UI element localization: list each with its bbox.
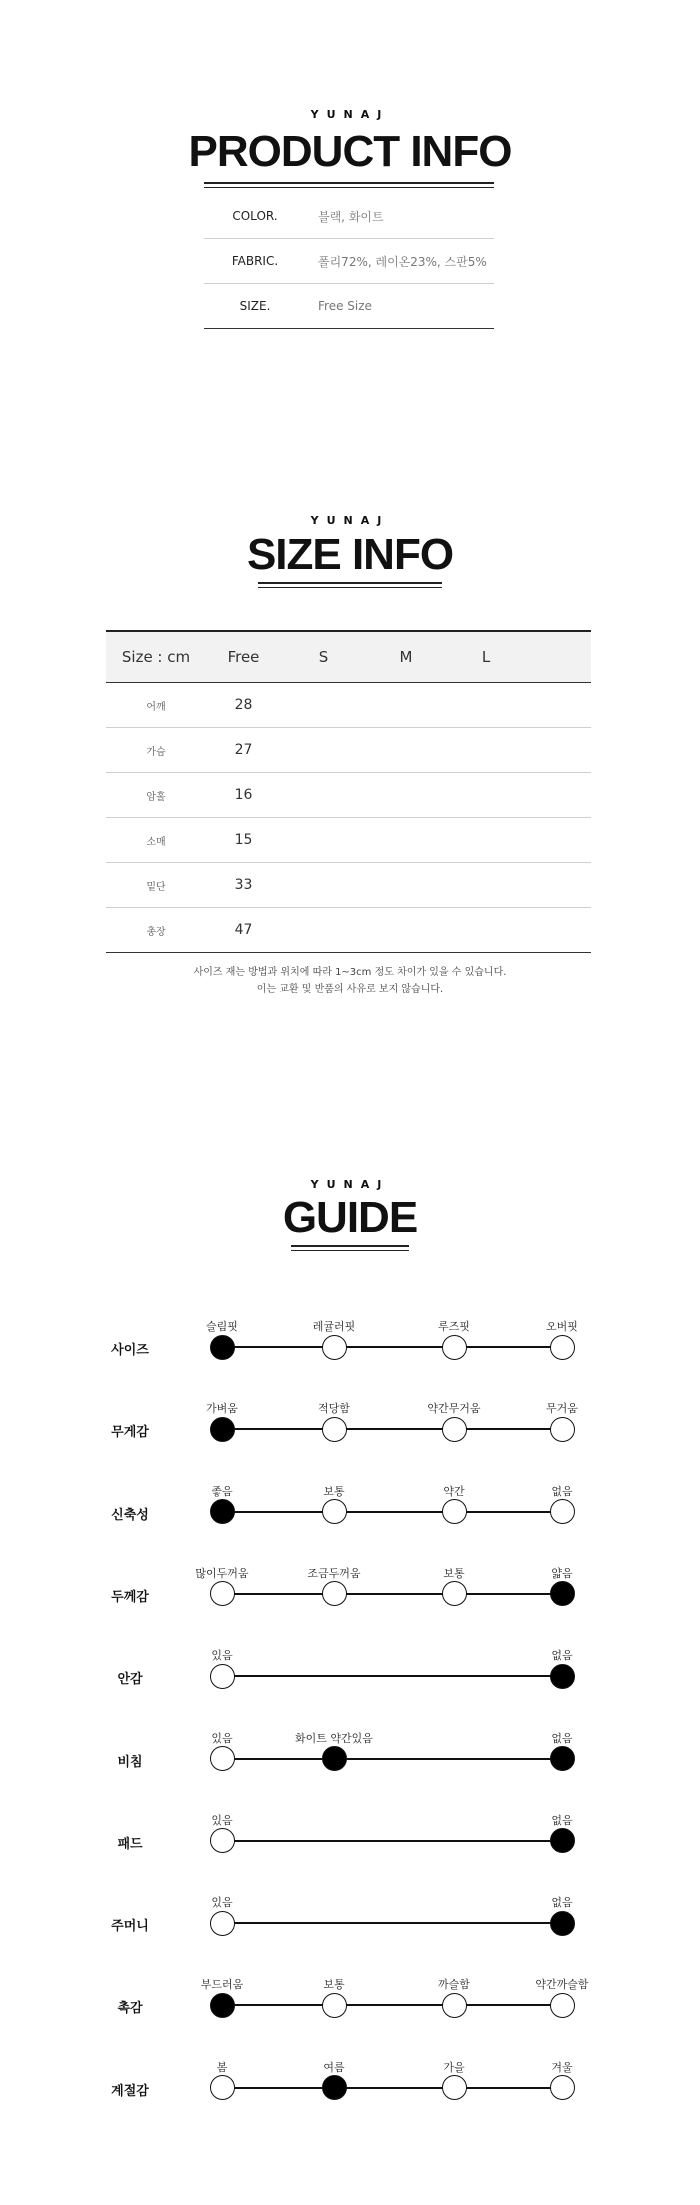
- brand-label: YUNAJ: [310, 514, 390, 527]
- guide-dot: [442, 1581, 467, 1606]
- row-label: 어깨: [146, 701, 166, 713]
- guide-dot-selected: [322, 1746, 347, 1771]
- table-cell: 15: [234, 832, 253, 848]
- table-cell: 27: [234, 742, 253, 758]
- guide-scale-line: [222, 1922, 562, 1924]
- guide-row-label: 주머니: [111, 1919, 149, 1935]
- guide-scale-line: [222, 1511, 562, 1513]
- row-label: 암홀: [146, 791, 166, 803]
- guide-option-label: 오버핏: [546, 1320, 578, 1333]
- guide-dot: [550, 1993, 575, 2018]
- guide-dot: [442, 2075, 467, 2100]
- table-cell: 16: [234, 787, 253, 803]
- guide-option-label: 없음: [551, 1731, 573, 1745]
- table-row: [106, 683, 591, 728]
- table-row: [106, 773, 591, 818]
- guide-row-label: 비침: [117, 1754, 143, 1770]
- guide-dot: [442, 1335, 467, 1360]
- product-info-key: FABRIC.: [231, 254, 279, 268]
- guide-dot: [210, 1828, 235, 1853]
- product-info-value: Free Size: [318, 299, 372, 313]
- guide-scale-line: [222, 1840, 562, 1842]
- product-info-value: 폴리72%, 레이온23%, 스판5%: [318, 254, 487, 269]
- guide-option-label: 좋음: [211, 1484, 233, 1498]
- header-cell: L: [481, 648, 491, 666]
- brand-label: YUNAJ: [310, 108, 390, 121]
- product-info-row: [204, 239, 494, 284]
- guide-scale-line: [222, 1346, 562, 1348]
- guide-dot: [550, 1499, 575, 1524]
- guide-dot-selected: [550, 1746, 575, 1771]
- product-info-row: [204, 194, 494, 239]
- guide-dot: [210, 1746, 235, 1771]
- table-row: [106, 728, 591, 773]
- table-cell: 33: [234, 877, 253, 893]
- header-cell: Size : cm: [121, 648, 191, 666]
- guide-dot: [442, 1993, 467, 2018]
- size-info-title: SIZE INFO: [246, 530, 454, 579]
- size-note: 사이즈 재는 방법과 위치에 따라 1~3cm 정도 차이가 있을 수 있습니다.: [193, 967, 507, 978]
- guide-dot-selected: [210, 1335, 235, 1360]
- guide-dot-selected: [550, 1828, 575, 1853]
- guide-dot: [550, 1417, 575, 1442]
- brand-label: YUNAJ: [310, 1178, 390, 1191]
- guide-option-label: 겨울: [551, 2060, 573, 2074]
- guide-scale-line: [222, 2004, 562, 2006]
- table-row: [106, 863, 591, 908]
- guide-option-label: 부드러움: [200, 1978, 244, 1992]
- guide-scale-line: [222, 2087, 562, 2089]
- guide-option-label: 보통: [323, 1978, 345, 1992]
- guide-row-label: 사이즈: [111, 1343, 149, 1358]
- guide-option-label: 적당함: [318, 1402, 350, 1416]
- guide-option-label: 루즈핏: [438, 1320, 470, 1333]
- guide-option-label: 화이트 약간있음: [295, 1731, 373, 1745]
- table-cell: 47: [234, 922, 253, 938]
- guide-dot-selected: [322, 2075, 347, 2100]
- guide-dot: [322, 1993, 347, 2018]
- guide-title: GUIDE: [282, 1193, 418, 1242]
- guide-dot-selected: [550, 1664, 575, 1689]
- guide-option-label: 없음: [551, 1484, 573, 1498]
- product-info-key: COLOR.: [232, 209, 278, 223]
- guide-dot: [322, 1335, 347, 1360]
- guide-dot: [210, 1581, 235, 1606]
- guide-row-label: 신축성: [111, 1507, 149, 1523]
- guide-scale-line: [222, 1593, 562, 1595]
- header-cell: M: [399, 648, 413, 666]
- guide-option-label: 까슬함: [438, 1978, 470, 1992]
- guide-row-label: 패드: [117, 1836, 143, 1852]
- row-label: 소매: [146, 836, 166, 848]
- title-underline: [204, 182, 494, 184]
- guide-dot: [210, 2075, 235, 2100]
- header-cell: Free: [227, 648, 260, 666]
- guide-row-label: 촉감: [117, 2001, 143, 2017]
- guide-dot-selected: [210, 1417, 235, 1442]
- guide-option-label: 무거움: [546, 1402, 578, 1416]
- table-cell: 28: [234, 697, 253, 713]
- guide-dot: [210, 1664, 235, 1689]
- guide-option-label: 슬림핏: [206, 1320, 238, 1333]
- guide-dot-selected: [210, 1499, 235, 1524]
- guide-dot: [550, 2075, 575, 2100]
- guide-scale-line: [222, 1758, 562, 1760]
- header-cell: S: [318, 648, 329, 666]
- row-label: 총장: [146, 926, 166, 938]
- guide-option-label: 약간무거움: [427, 1402, 481, 1416]
- guide-scale-line: [222, 1675, 562, 1677]
- guide-dot: [442, 1499, 467, 1524]
- guide-option-label: 있음: [211, 1731, 233, 1745]
- guide-option-label: 많이두꺼움: [195, 1566, 249, 1580]
- row-label: 가슴: [146, 746, 166, 758]
- guide-option-label: 있음: [211, 1649, 233, 1663]
- size-table: [106, 632, 591, 953]
- guide-option-label: 있음: [211, 1896, 233, 1910]
- table-row: [106, 908, 591, 953]
- guide-dot-selected: [210, 1993, 235, 2018]
- guide-option-label: 없음: [551, 1813, 573, 1827]
- guide-row-label: 안감: [117, 1672, 143, 1688]
- product-info-row: [204, 284, 494, 329]
- title-underline: [258, 582, 442, 584]
- guide-option-label: 없음: [551, 1649, 573, 1663]
- guide-option-label: 가벼움: [206, 1402, 238, 1416]
- guide-scale-line: [222, 1428, 562, 1430]
- table-row: [106, 818, 591, 863]
- guide-dot-selected: [550, 1911, 575, 1936]
- guide-row-label: 계절감: [111, 2083, 149, 2099]
- guide-option-label: 조금두꺼움: [307, 1566, 361, 1580]
- guide-option-label: 있음: [211, 1813, 233, 1827]
- guide-option-label: 레귤러핏: [312, 1320, 356, 1333]
- product-info-table: [204, 194, 494, 329]
- guide-option-label: 약간까슬함: [535, 1978, 589, 1992]
- guide-option-label: 얇음: [551, 1566, 573, 1580]
- guide-option-label: 없음: [551, 1896, 573, 1910]
- guide-dot: [322, 1499, 347, 1524]
- guide-dot: [322, 1581, 347, 1606]
- guide-dot: [550, 1335, 575, 1360]
- product-info-title: PRODUCT INFO: [188, 127, 512, 176]
- guide-dot: [442, 1417, 467, 1442]
- size-note: 이는 교환 및 반품의 사유로 보지 않습니다.: [256, 984, 444, 995]
- guide-option-label: 약간: [443, 1484, 465, 1498]
- guide-option-label: 봄: [216, 2060, 228, 2074]
- guide-option-label: 보통: [443, 1566, 465, 1580]
- guide-option-label: 여름: [323, 2060, 345, 2074]
- guide-row-label: 두께감: [111, 1589, 149, 1605]
- guide-dot: [322, 1417, 347, 1442]
- product-info-key: SIZE.: [239, 299, 271, 313]
- product-info-value: 블랙, 화이트: [318, 209, 384, 224]
- guide-dot: [210, 1911, 235, 1936]
- guide-dot-selected: [550, 1581, 575, 1606]
- row-label: 밑단: [146, 881, 166, 893]
- title-underline: [291, 1245, 409, 1247]
- guide-option-label: 보통: [323, 1484, 345, 1498]
- guide-row-label: 무게감: [111, 1425, 149, 1441]
- guide-option-label: 가을: [443, 2060, 465, 2074]
- size-table-header: [106, 632, 591, 683]
